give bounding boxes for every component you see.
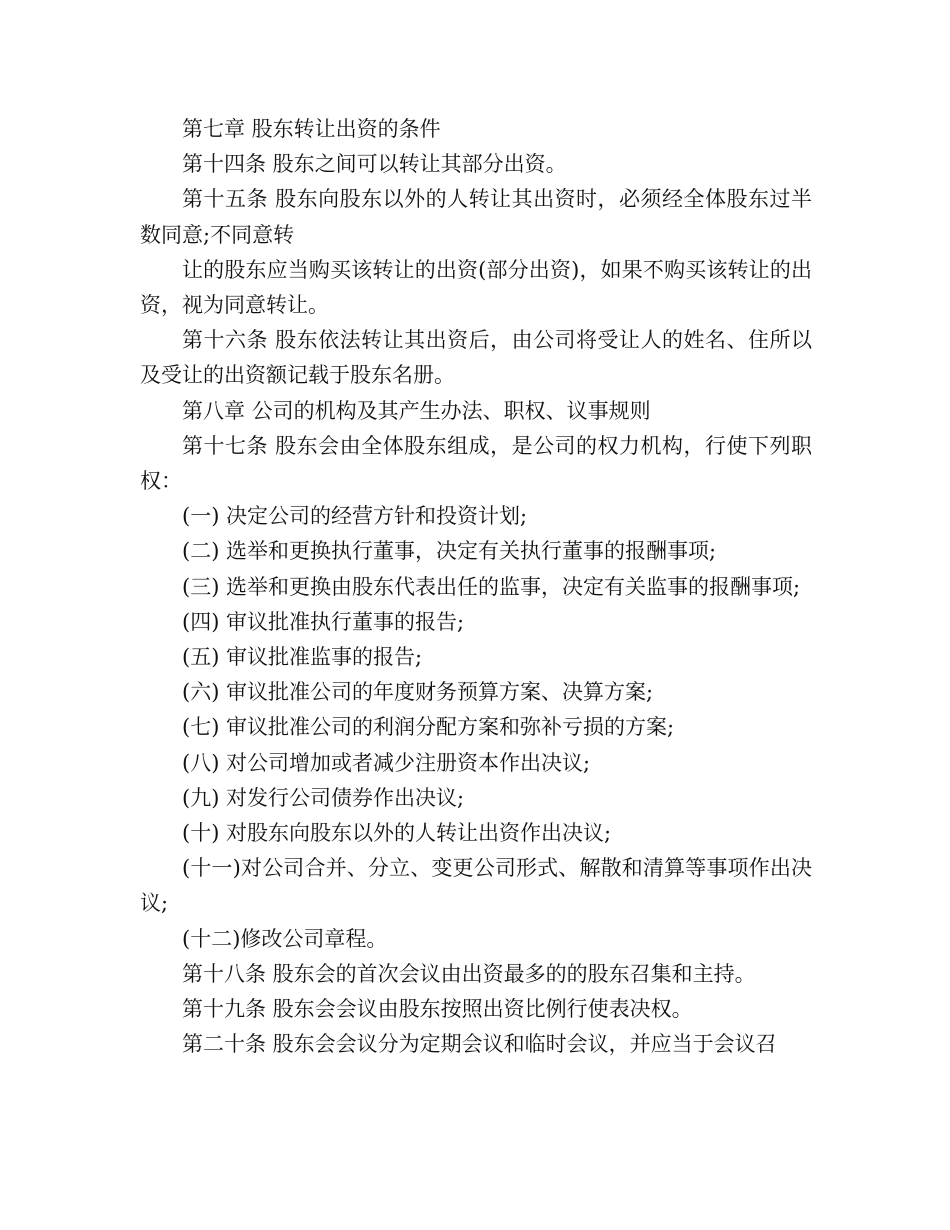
- article-17-item-12: (十二)修改公司章程。: [182, 926, 388, 951]
- chapter-7-heading: 第七章 股东转让出资的条件: [182, 117, 441, 141]
- article-19: 第十九条 股东会会议由股东按照出资比例行使表决权。: [182, 997, 693, 1022]
- article-17: 第十七条 股东会由全体股东组成，是公司的权力机构，行使下列职权：: [140, 433, 812, 494]
- article-20: 第二十条 股东会会议分为定期会议和临时会议，并应当于会议召: [182, 1032, 777, 1057]
- article-17-item-4: (四) 审议批准执行董事的报告;: [182, 609, 465, 634]
- article-17-item-9: (九) 对发行公司债券作出决议;: [182, 785, 465, 810]
- article-18: 第十八条 股东会的首次会议由出资最多的的股东召集和主持。: [182, 961, 756, 986]
- article-17-item-10: (十) 对股东向股东以外的人转让出资作出决议;: [182, 821, 612, 846]
- article-17-item-5: (五) 审议批准监事的报告;: [182, 645, 423, 670]
- article-16: 第十六条 股东依法转让其出资后，由公司将受让人的姓名、住所以及受让的出资额记载于股东名册。: [140, 328, 812, 388]
- article-17-item-11: (十一)对公司合并、分立、变更公司形式、解散和清算等事项作出决议;: [140, 856, 812, 916]
- article-17-item-1: (一) 决定公司的经营方针和投资计划;: [182, 504, 528, 529]
- article-17-item-3: (三) 选举和更换由股东代表出任的监事，决定有关监事的报酬事项;: [182, 574, 801, 599]
- document-body: [140, 112, 812, 1062]
- article-17-item-2: (二) 选举和更换执行董事，决定有关执行董事的报酬事项;: [182, 539, 717, 564]
- chapter-8-heading: 第八章 公司的机构及其产生办法、职权、议事规则: [182, 398, 651, 423]
- article-17-item-8: (八) 对公司增加或者减少注册资本作出决议;: [182, 750, 591, 775]
- article-15-continued: 让的股东应当购买该转让的出资(部分出资)，如果不购买该转让的出资，视为同意转让。: [140, 257, 812, 318]
- article-14: 第十四条 股东之间可以转让其部分出资。: [182, 152, 567, 177]
- article-17-item-6: (六) 审议批准公司的年度财务预算方案、决算方案;: [182, 680, 654, 705]
- article-17-item-7: (七) 审议批准公司的利润分配方案和弥补亏损的方案;: [182, 715, 675, 740]
- article-15: 第十五条 股东向股东以外的人转让其出资时，必须经全体股东过半数同意;不同意转: [140, 187, 812, 247]
